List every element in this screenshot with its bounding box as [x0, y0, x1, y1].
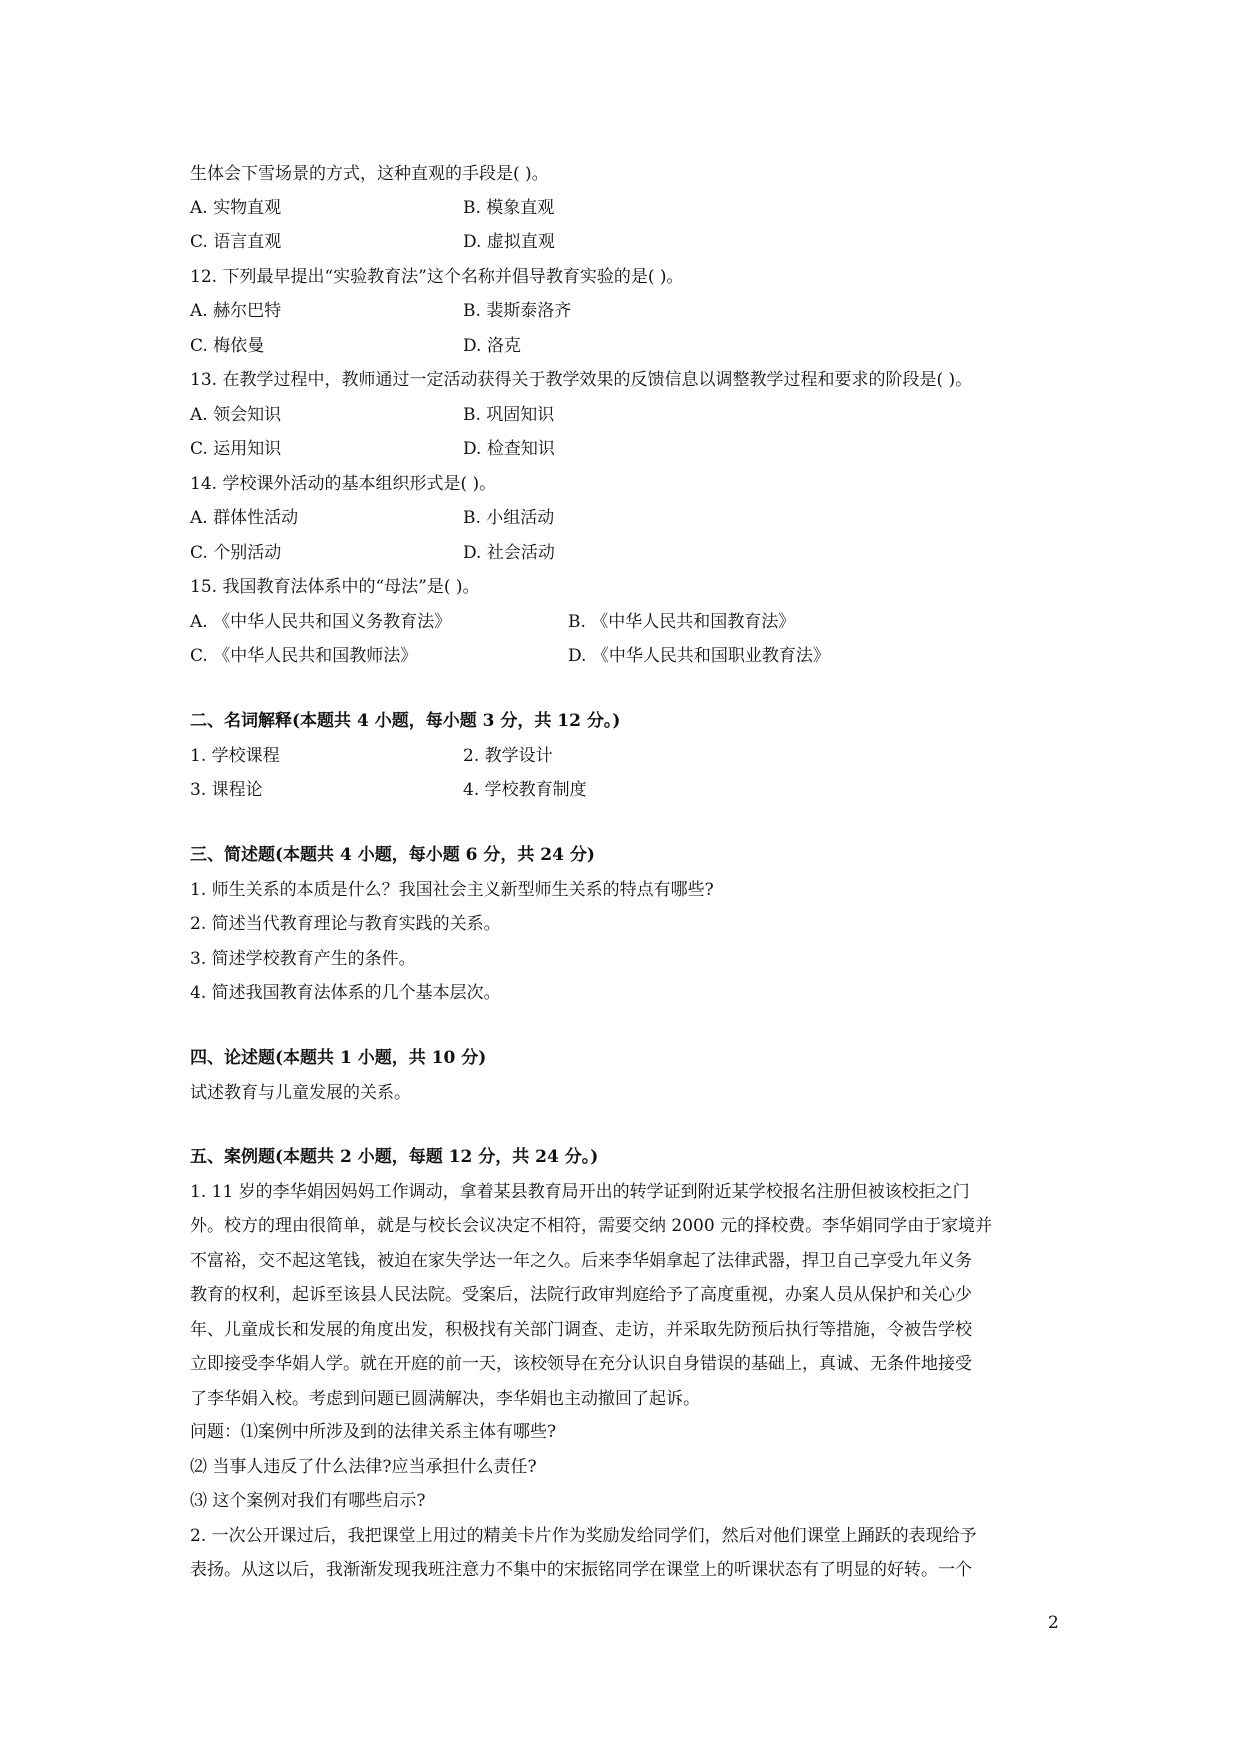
q15-option-a: A. 《中华人民共和国义务教育法》	[190, 612, 452, 632]
q13-option-c: C. 运用知识	[190, 439, 282, 459]
q12-option-a: A. 赫尔巴特	[190, 301, 282, 321]
section3-item-4: 4. 简述我国教育法体系的几个基本层次。	[190, 983, 501, 1003]
case1-line: 立即接受李华娟人学。就在开庭的前一天，该校领导在充分认识自身错误的基础上，真诚、无条件地接受	[190, 1354, 972, 1374]
case1-line: 1. 11 岁的李华娟因妈妈工作调动，拿着某县教育局开出的转学证到附近某学校报名注册但被该校拒之门	[190, 1182, 970, 1202]
q13-option-a: A. 领会知识	[190, 405, 282, 425]
section2-item-1: 1. 学校课程	[190, 746, 280, 766]
q11-option-b: B. 模象直观	[463, 198, 555, 218]
q11-option-d: D. 虚拟直观	[463, 232, 555, 252]
page-number: 2	[1048, 1613, 1059, 1633]
section4-heading: 四、论述题(本题共 1 小题，共 10 分)	[190, 1048, 487, 1068]
case1-line: 教育的权利，起诉至该县人民法院。受案后，法院行政审判庭给予了高度重视，办案人员从保护和关心少	[190, 1285, 972, 1305]
section5-heading: 五、案例题(本题共 2 小题，每题 12 分，共 24 分。)	[190, 1147, 599, 1167]
case1-question: ⑶ 这个案例对我们有哪些启示?	[190, 1491, 426, 1511]
q12-option-c: C. 梅依曼	[190, 336, 265, 356]
case1-question: ⑵ 当事人违反了什么法律?应当承担什么责任?	[190, 1457, 537, 1477]
section3-item-2: 2. 简述当代教育理论与教育实践的关系。	[190, 914, 501, 934]
q14-option-d: D. 社会活动	[463, 543, 555, 563]
section2-item-4: 4. 学校教育制度	[463, 780, 587, 800]
q11-option-a: A. 实物直观	[190, 198, 282, 218]
case1-line: 不富裕，交不起这笔钱，被迫在家失学达一年之久。后来李华娟拿起了法律武器，捍卫自己享受九年义务	[190, 1251, 972, 1271]
q14-option-a: A. 群体性活动	[190, 508, 299, 528]
q12-stem: 12. 下列最早提出“实验教育法”这个名称并倡导教育实验的是( )。	[190, 267, 684, 287]
case1-line: 外。校方的理由很简单，就是与校长会议决定不相符，需要交纳 2000 元的择校费。李华娟同学由于家境并	[190, 1216, 993, 1236]
section2-heading: 二、名词解释(本题共 4 小题，每小题 3 分，共 12 分。)	[190, 711, 621, 731]
case1-question: 问题：⑴案例中所涉及到的法律关系主体有哪些?	[190, 1422, 557, 1442]
q15-option-b: B. 《中华人民共和国教育法》	[568, 612, 796, 632]
q11-option-c: C. 语言直观	[190, 232, 282, 252]
q15-stem: 15. 我国教育法体系中的“母法”是( )。	[190, 577, 480, 597]
q14-option-c: C. 个别活动	[190, 543, 282, 563]
case2-line: 2. 一次公开课过后，我把课堂上用过的精美卡片作为奖励发给同学们，然后对他们课堂上踊跃的表现给予	[190, 1526, 977, 1546]
q12-option-d: D. 洛克	[463, 336, 521, 356]
q13-stem: 13. 在教学过程中，教师通过一定活动获得关于教学效果的反馈信息以调整教学过程和要求的阶段是( )。	[190, 370, 973, 390]
q14-stem: 14. 学校课外活动的基本组织形式是( )。	[190, 474, 497, 494]
case1-line: 了李华娟入校。考虑到问题已圆满解决，李华娟也主动撤回了起诉。	[190, 1389, 700, 1409]
case2-line: 表扬。从这以后，我渐渐发现我班注意力不集中的宋振铭同学在课堂上的听课状态有了明显的好转。一个	[190, 1560, 972, 1580]
section3-item-3: 3. 简述学校教育产生的条件。	[190, 949, 416, 969]
section2-item-2: 2. 教学设计	[463, 746, 553, 766]
q14-option-b: B. 小组活动	[463, 508, 555, 528]
section3-heading: 三、简述题(本题共 4 小题，每小题 6 分，共 24 分)	[190, 845, 595, 865]
q15-option-c: C. 《中华人民共和国教师法》	[190, 646, 418, 666]
case1-line: 年、儿童成长和发展的角度出发，积极找有关部门调查、走访，并采取先防预后执行等措施，令被告学校	[190, 1320, 972, 1340]
q13-option-d: D. 检查知识	[463, 439, 555, 459]
q11-stem: 生体会下雪场景的方式，这种直观的手段是( )。	[190, 164, 549, 184]
section3-item-1: 1. 师生关系的本质是什么？我国社会主义新型师生关系的特点有哪些?	[190, 880, 714, 900]
section4-text: 试述教育与儿童发展的关系。	[190, 1083, 411, 1103]
q15-option-d: D. 《中华人民共和国职业教育法》	[568, 646, 830, 666]
q13-option-b: B. 巩固知识	[463, 405, 555, 425]
q12-option-b: B. 裴斯泰洛齐	[463, 301, 572, 321]
section2-item-3: 3. 课程论	[190, 780, 263, 800]
